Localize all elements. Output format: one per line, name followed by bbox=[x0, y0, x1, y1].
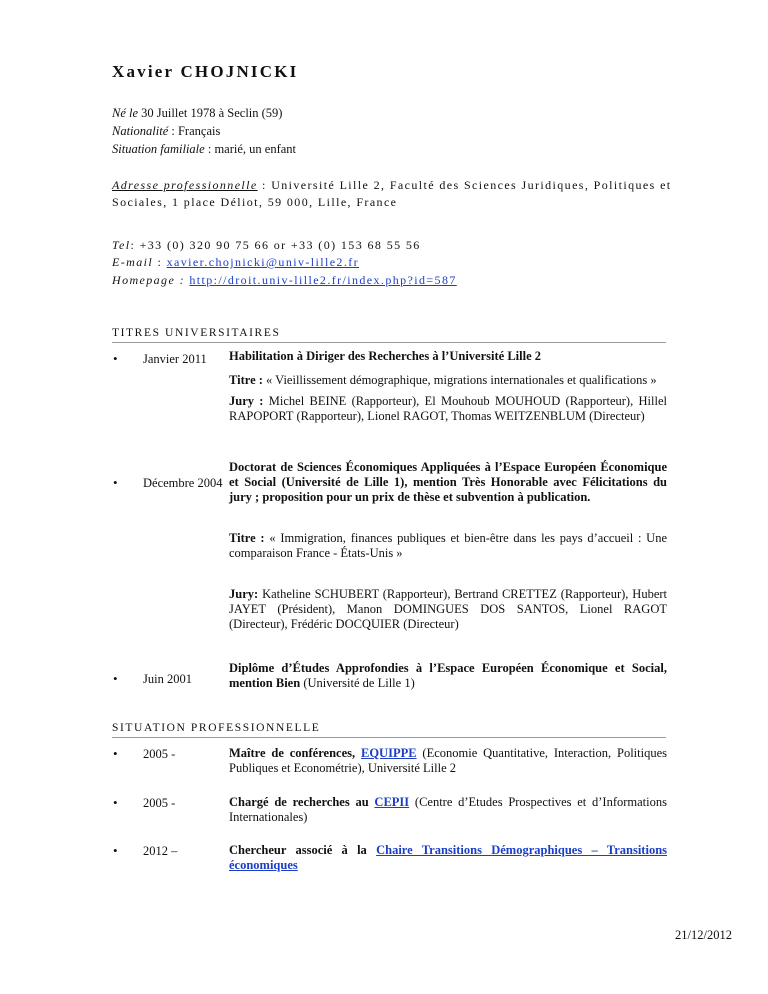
entry-date: 2005 - bbox=[143, 796, 176, 810]
tel-label: Tel bbox=[112, 238, 131, 252]
entry-titre: Titre : « Vieillissement démographique, migrations internationales et qualifications » bbox=[229, 373, 657, 387]
entry-date: 2005 - bbox=[143, 747, 176, 761]
tel-line: Tel: +33 (0) 320 90 75 66 or +33 (0) 153 68 55 56 bbox=[112, 238, 421, 252]
entry-jury: Jury : Michel BEINE (Rapporteur), El Mouhoub MOUHOUD (Rapporteur), Hillel RAPOPORT (Rapporteur), Lionel RAGOT, Thomas WEITZENBLUM (Directeur) bbox=[229, 394, 667, 423]
homepage-label: Homepage bbox=[112, 273, 176, 287]
birth-line bbox=[112, 106, 282, 121]
address-line-1: Adresse professionnelle : Université Lille 2, Faculté des Sciences Juridiques, Politiques et bbox=[112, 178, 672, 192]
address-value-2: Sociales, 1 place Déliot, 59 000, Lille, France bbox=[112, 195, 398, 209]
first-name: Xavier bbox=[112, 62, 174, 81]
entry-title: Habilitation à Diriger des Recherches à l’Université Lille 2 bbox=[229, 349, 541, 363]
bullet: • bbox=[113, 475, 118, 490]
email-line: E-mail : xavier.chojnicki@univ-lille2.fr bbox=[112, 255, 360, 269]
email-link[interactable]: xavier.chojnicki@univ-lille2.fr bbox=[166, 255, 360, 269]
entry-text: Chargé de recherches au CEPII (Centre d’Etudes Prospectives et d’Informations Internationales) bbox=[229, 795, 667, 824]
bullet: • bbox=[113, 795, 118, 810]
section-title-situation: SITUATION PROFESSIONNELLE bbox=[112, 722, 666, 738]
address-label: Adresse professionnelle bbox=[112, 178, 258, 192]
cepii-link[interactable]: CEPII bbox=[374, 795, 410, 809]
entry-text: Chercheur associé à la Chaire Transitions Démographiques – Transitions économiques bbox=[229, 843, 668, 872]
footer-date: 21/12/2012 bbox=[675, 928, 732, 942]
bullet: • bbox=[113, 351, 118, 366]
entry-jury: Jury: Katheline SCHUBERT (Rapporteur), Bertrand CRETTEZ (Rapporteur), Hubert JAYET (Président), Manon DOMINGUES DOS SANTOS, Lionel RAGOT (Directeur), Frédéric DOCQUIER (Directeur) bbox=[229, 587, 668, 631]
entry-date: Décembre 2004 bbox=[143, 476, 223, 490]
birth-label: Né le bbox=[112, 106, 139, 120]
equippe-link[interactable]: EQUIPPE bbox=[361, 746, 417, 760]
bullet: • bbox=[113, 746, 118, 761]
entry-date: Janvier 2011 bbox=[143, 352, 207, 366]
address-line-2 bbox=[112, 195, 397, 210]
person-name bbox=[112, 62, 298, 82]
tel-value: +33 (0) 320 90 75 66 or +33 (0) 153 68 55 56 bbox=[139, 238, 421, 252]
bullet: • bbox=[113, 671, 118, 686]
email-label: E-mail bbox=[112, 255, 154, 269]
nationality-label: Nationalité bbox=[112, 124, 169, 138]
family-value: marié, un enfant bbox=[214, 142, 297, 156]
homepage-line: Homepage : http://droit.univ-lille2.fr/index.php?id=587 bbox=[112, 273, 457, 287]
birth-value: 30 Juillet 1978 à Seclin (59) bbox=[141, 106, 283, 120]
last-name: CHOJNICKI bbox=[180, 62, 299, 81]
section-title-titres: TITRES UNIVERSITAIRES bbox=[112, 327, 666, 343]
nationality-value: Français bbox=[177, 124, 221, 138]
entry-titre: Titre : « Immigration, finances publiques et bien-être dans les pays d’accueil : Une comparaison France - États-Unis » bbox=[229, 531, 668, 560]
address-value-1: Université Lille 2, Faculté des Sciences Juridiques, Politiques et bbox=[271, 178, 672, 192]
entry-title: Diplôme d’Études Approfondies à l’Espace Européen Économique et Social, mention Bien (Université de Lille 1) bbox=[229, 661, 667, 690]
nationality-line: Nationalité : Français bbox=[112, 124, 221, 138]
entry-text: Maître de conférences, EQUIPPE (Economie Quantitative, Interaction, Politiques Publiques et Econométrie), Université Lille 2 bbox=[229, 746, 668, 775]
chaire-link[interactable]: Chaire Transitions Démographiques – Transitions économiques bbox=[229, 843, 668, 872]
family-line: Situation familiale : marié, un enfant bbox=[112, 142, 297, 156]
entry-title: Doctorat de Sciences Économiques Appliquées à l’Espace Européen Économique et Social (Université de Lille 1), mention Très Honorable avec Félicitations du jury ; proposition pour un prix de thèse et subvention à publication. bbox=[229, 460, 667, 504]
homepage-link[interactable]: http://droit.univ-lille2.fr/index.php?id=587 bbox=[189, 273, 457, 287]
entry-date: 2012 – bbox=[143, 844, 178, 858]
bullet: • bbox=[113, 843, 118, 858]
entry-date: Juin 2001 bbox=[143, 672, 192, 686]
family-label: Situation familiale bbox=[112, 142, 205, 156]
